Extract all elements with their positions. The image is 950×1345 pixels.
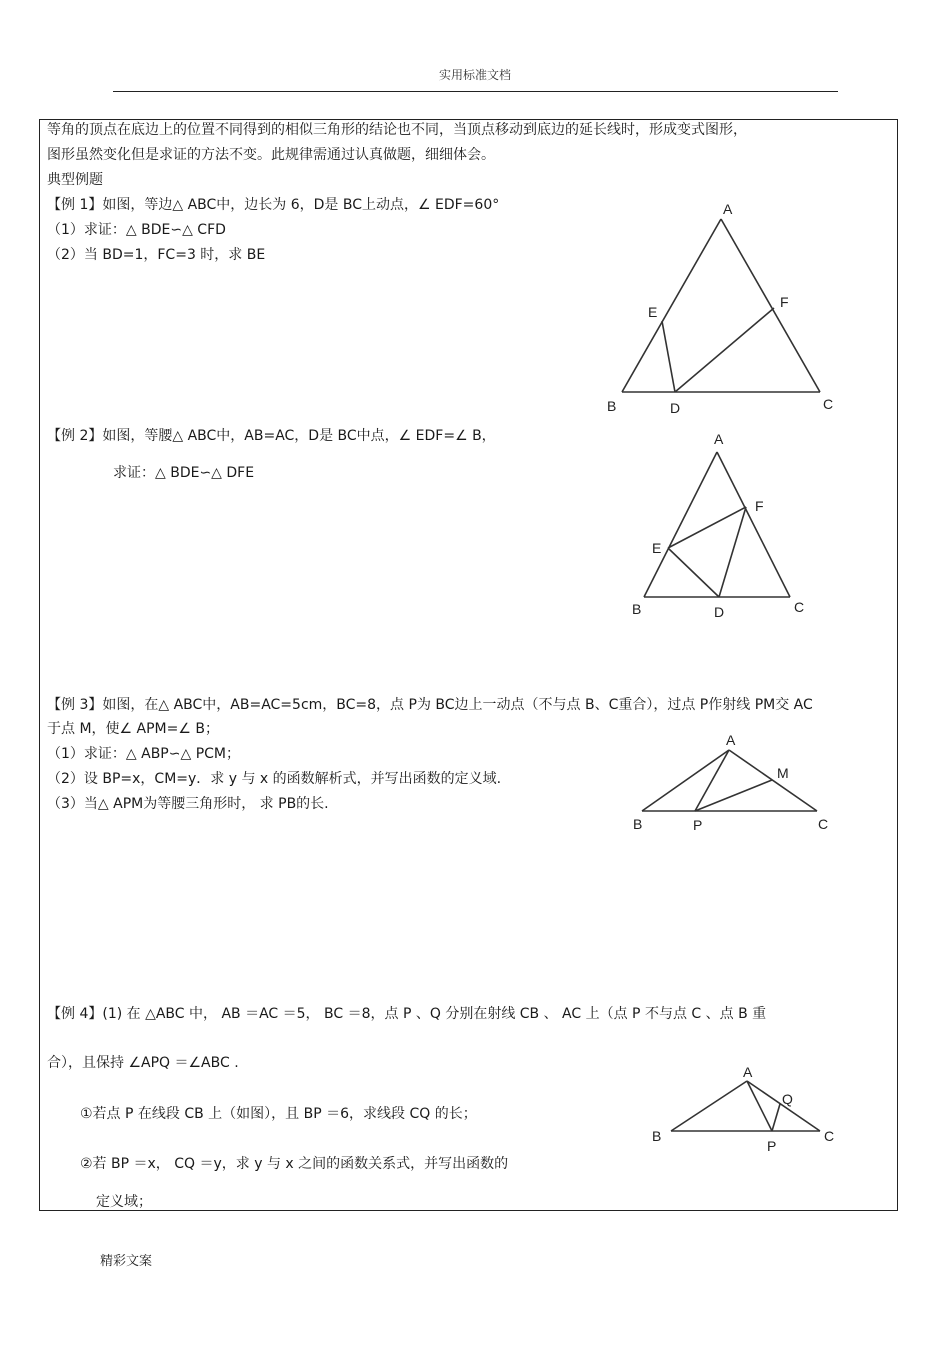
example4-statement-a: 【例 4】(1) 在 △ABC 中， AB ＝AC ＝5， BC ＝8，点 P 、Q 分别在射线 CB 、 AC 上（点 P 不与点 C 、点 B 重 — [47, 1006, 767, 1022]
page-footer: 精彩文案 — [100, 1254, 153, 1269]
intro-line-1: 等角的顶点在底边上的位置不同得到的相似三角形的结论也不同，当顶点移动到底边的延长线时，形成变式图形， — [47, 122, 747, 138]
example4-q2b: 定义域； — [96, 1194, 152, 1210]
label-e: E — [652, 540, 662, 556]
label-c: C — [824, 1128, 835, 1144]
label-d: D — [670, 400, 681, 416]
example3-q2: （2）设 BP=x，CM=y．求 y 与 x 的函数解析式，并写出函数的定义域. — [47, 771, 502, 787]
page-header: 实用标准文档 — [438, 68, 511, 82]
label-b: B — [632, 601, 642, 617]
example3-q3: （3）当△ APM为等腰三角形时， 求 PB的长. — [47, 796, 329, 812]
edge-pq — [772, 1104, 780, 1131]
example1-q1: （1）求证：△ BDE∽△ CFD — [47, 222, 226, 238]
example2-q1: 求证：△ BDE∽△ DFE — [113, 465, 255, 481]
label-a: A — [726, 732, 736, 748]
label-c: C — [818, 816, 829, 832]
example3-q1: （1）求证：△ ABP∽△ PCM； — [47, 746, 240, 762]
example1-statement: 【例 1】如图，等边△ ABC中，边长为 6，D是 BC上动点，∠ EDF=60° — [47, 197, 500, 213]
label-c: C — [823, 396, 834, 412]
edge-ab — [671, 1081, 747, 1131]
label-b: B — [652, 1128, 662, 1144]
label-a: A — [723, 201, 733, 217]
label-m: M — [777, 765, 789, 781]
label-p: P — [693, 817, 703, 833]
example3-statement-b: 于点 M，使∠ APM=∠ B； — [47, 721, 219, 737]
label-d: D — [714, 604, 725, 620]
intro-line-2: 图形虽然变化但是求证的方法不变。此规律需通过认真做题，细细体会。 — [47, 147, 495, 163]
example2-statement: 【例 2】如图，等腰△ ABC中，AB=AC，D是 BC中点，∠ EDF=∠ B， — [47, 428, 496, 444]
label-b: B — [607, 398, 617, 414]
label-f: F — [780, 294, 789, 310]
label-b: B — [633, 816, 643, 832]
label-a: A — [743, 1064, 753, 1080]
label-p: P — [767, 1138, 777, 1154]
example4-statement-b: 合），且保持 ∠APQ ＝∠ABC . — [47, 1055, 239, 1071]
example1-q2: （2）当 BD=1，FC=3 时，求 BE — [47, 247, 266, 263]
label-q: Q — [782, 1091, 793, 1107]
edge-ap — [747, 1081, 772, 1131]
example3-statement-a: 【例 3】如图，在△ ABC中，AB=AC=5cm，BC=8，点 P为 BC边上一动点（不与点 B、C重合），过点 P作射线 PM交 AC — [47, 697, 813, 713]
example4-q1: ①若点 P 在线段 CB 上（如图），且 BP ＝6，求线段 CQ 的长； — [80, 1106, 477, 1122]
label-a: A — [714, 431, 724, 447]
intro-heading: 典型例题 — [47, 172, 103, 188]
example4-q2: ②若 BP ＝x， CQ ＝y，求 y 与 x 之间的函数关系式，并写出函数的 — [80, 1156, 509, 1172]
label-c: C — [794, 599, 805, 615]
label-e: E — [648, 304, 658, 320]
label-f: F — [755, 498, 764, 514]
